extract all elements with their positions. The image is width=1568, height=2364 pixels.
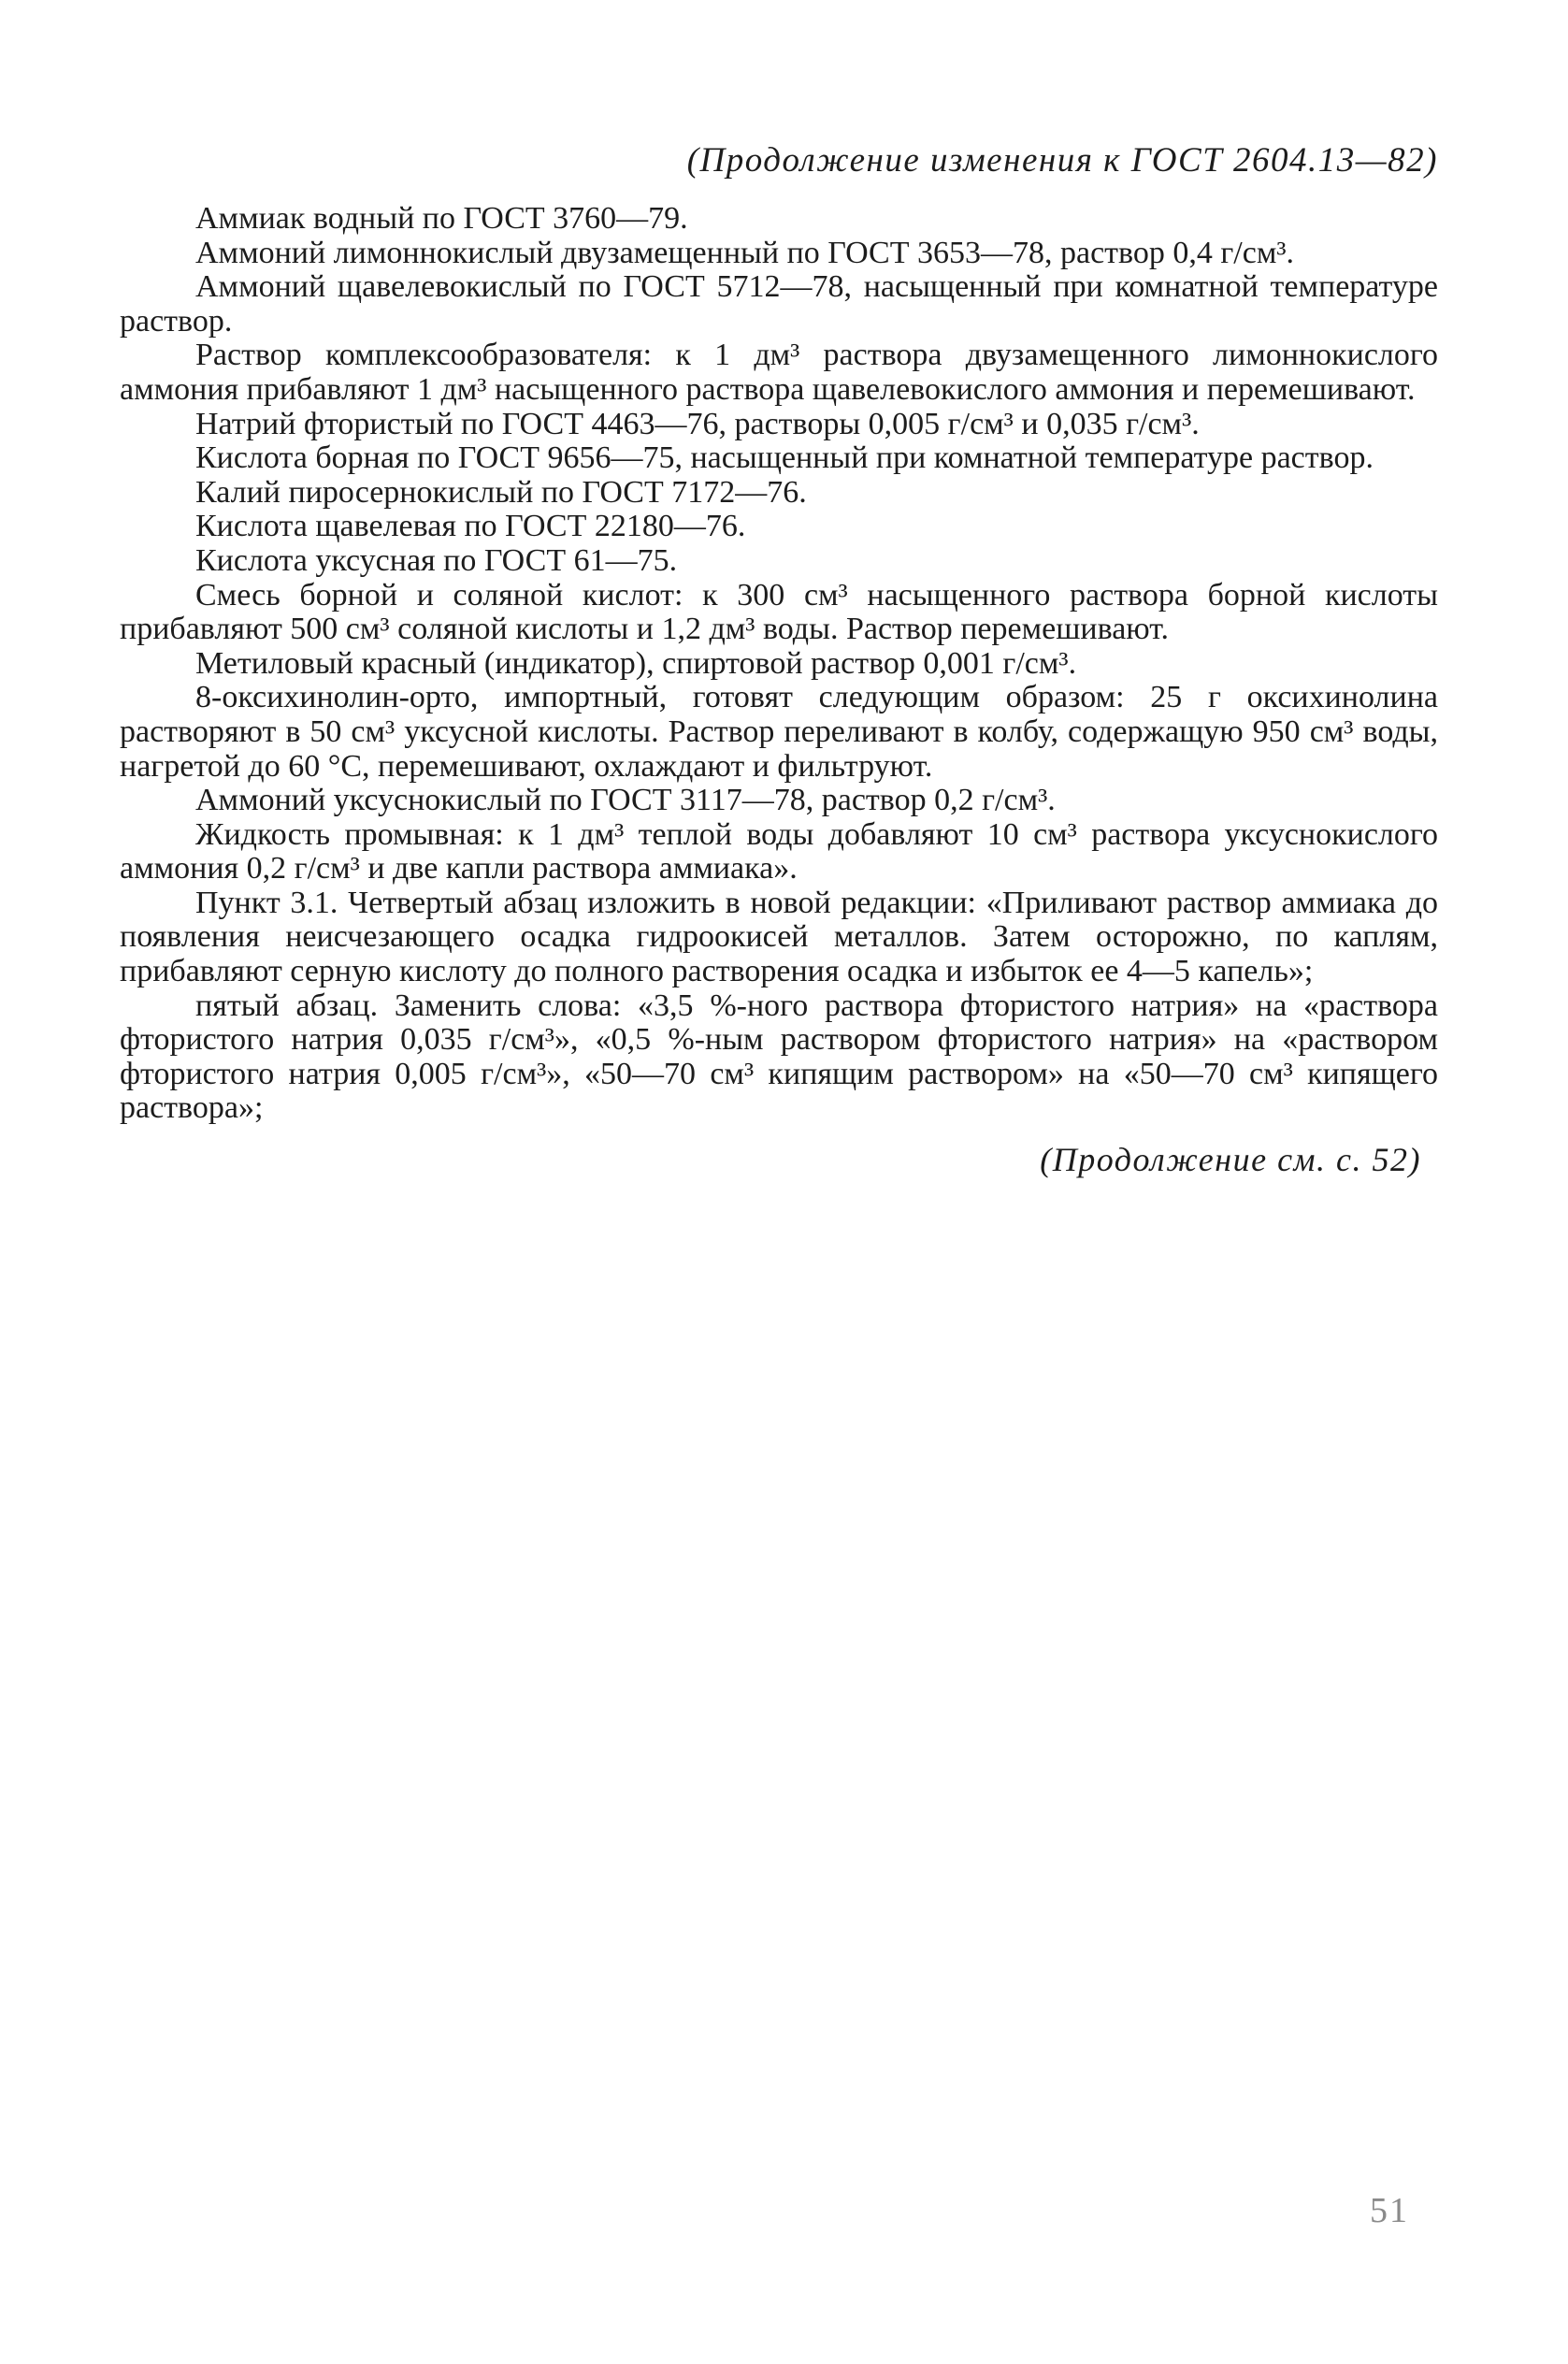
paragraph: Аммоний уксуснокислый по ГОСТ 3117—78, раствор 0,2 г/см³. [195, 783, 1056, 818]
paragraph: Кислота уксусная по ГОСТ 61—75. [195, 542, 678, 578]
paragraph: 8-оксихинолин-орто, импортный, готовят следующим образом: 25 г оксихинолина растворяют в 50 см³ уксусной кислоты. Раствор переливают в колбу, содержащую 950 см³ воды, нагретой до 60 °C, перемешивают, охлаждают и фильтруют. [120, 680, 1438, 784]
paragraph: Аммоний лимоннокислый двузамещенный по ГОСТ 3653—78, раствор 0,4 г/см³. [195, 235, 1295, 270]
paragraph: Кислота борная по ГОСТ 9656—75, насыщенный при комнатной температуре раствор. [195, 440, 1374, 476]
paragraph: Аммиак водный по ГОСТ 3760—79. [195, 201, 688, 236]
page-number: 51 [1370, 2191, 1409, 2230]
paragraph: пятый абзац. Заменить слова: «3,5 %-ного раствора фтористого натрия» на «раствора фтористого натрия 0,035 г/см³», «0,5 %-ным раствором фтористого натрия» на «раствором фтористого натрия 0,005 г/см³», «50—70 см³ кипящим раствором» на «50—70 см³ кипящего раствора»; [120, 987, 1438, 1126]
footer-continuation: (Продолжение см. с. 52) [1040, 1141, 1421, 1179]
document-body [120, 202, 1438, 1126]
paragraph: Аммоний щавелевокислый по ГОСТ 5712—78, насыщенный при комнатной температуре раствор. [120, 269, 1438, 339]
paragraph: Кислота щавелевая по ГОСТ 22180—76. [195, 509, 746, 544]
paragraph: Смесь борной и соляной кислот: к 300 см³ насыщенного раствора борной кислоты прибавляют 500 см³ соляной кислоты и 1,2 дм³ воды. Раствор перемешивают. [120, 577, 1438, 647]
paragraph: Жидкость промывная: к 1 дм³ теплой воды добавляют 10 см³ раствора уксуснокислого аммония 0,2 г/см³ и две капли раствора аммиака». [120, 816, 1438, 886]
paragraph: Пункт 3.1. Четвертый абзац изложить в новой редакции: «Приливают раствор аммиака до появления неисчезающего осадка гидроокисей металлов. Затем осторожно, по каплям, прибавляют серную кислоту до полного растворения осадка и избыток ее 4—5 капель»; [120, 885, 1438, 989]
paragraph: Натрий фтористый по ГОСТ 4463—76, растворы 0,005 г/см³ и 0,035 г/см³. [195, 406, 1200, 441]
paragraph: Метиловый красный (индикатор), спиртовой раствор 0,001 г/см³. [195, 645, 1077, 681]
header-continuation: (Продолжение изменения к ГОСТ 2604.13—82) [686, 141, 1438, 180]
paragraph: Калий пиросернокислый по ГОСТ 7172—76. [195, 474, 807, 510]
document-page [120, 140, 1438, 1180]
paragraph: Раствор комплексообразователя: к 1 дм³ раствора двузамещенного лимоннокислого аммония прибавляют 1 дм³ насыщенного раствора щавелевокислого аммония и перемешивают. [120, 338, 1438, 407]
